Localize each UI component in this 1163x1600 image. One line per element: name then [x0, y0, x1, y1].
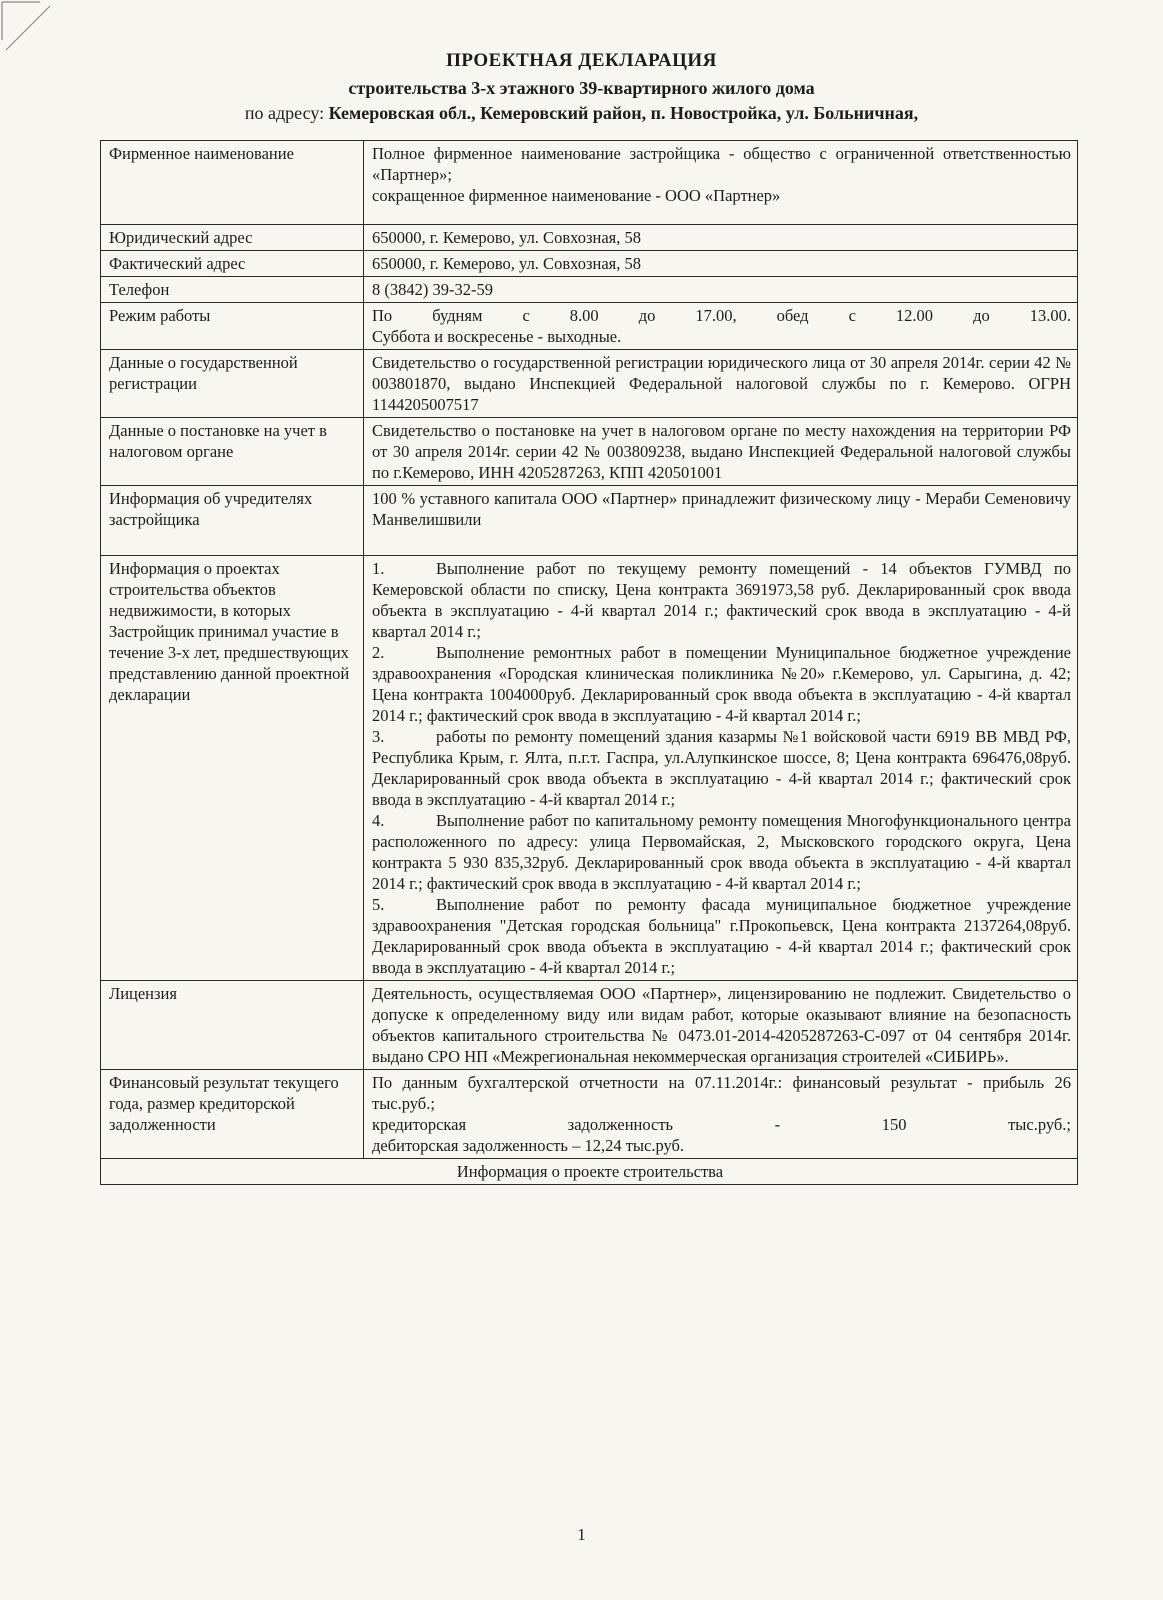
project-item-text: Выполнение ремонтных работ в помещении Муниципальное бюджетное учреждение здравоохранения «Городская клиническая поликлиника №20» г.Кемерово, ул. Сарыгина, д. 42; Цена контракта 1004000руб. Декларированный срок ввода объекта в эксплуатацию - 4-й квартал 2014 г.; фактический срок ввода в эксплуатацию - 4-й квартал 2014 г.; [372, 643, 1071, 725]
row-label: Юридический адрес [101, 225, 364, 251]
section-heading: Информация о проекте строительства [101, 1159, 1078, 1185]
row-value [364, 556, 1078, 981]
row-label: Лицензия [101, 981, 364, 1070]
financial-result: По данным бухгалтерской отчетности на 07.11.2014г.: финансовый результат - прибыль 26 тыс.руб.; [372, 1073, 1071, 1113]
table-row-projects [101, 556, 1078, 981]
table-row-founders [101, 486, 1078, 556]
row-value: Свидетельство о государственной регистрации юридического лица от 30 апреля 2014г. серии 42 № 003801870, выдано Инспекцией Федеральной налоговой службы по г. Кемерово. ОГРН 1144205007517 [364, 350, 1078, 418]
project-item-number: 3. [372, 727, 385, 746]
document-title: ПРОЕКТНАЯ ДЕКЛАРАЦИЯ [446, 50, 717, 71]
project-item-number: 2. [372, 643, 385, 662]
project-item [372, 810, 1071, 894]
table-row-work-hours [101, 303, 1078, 350]
row-label: Телефон [101, 277, 364, 303]
row-value [364, 1070, 1078, 1159]
row-value: 100 % уставного капитала ООО «Партнер» принадлежит физическому лицу - Мераби Семеновичу Манвелишвили [364, 486, 1078, 556]
table-row-financial [101, 1070, 1078, 1159]
document-subtitle: строительства 3-х этажного 39-квартирного жилого дома [348, 78, 815, 98]
page-number: 1 [577, 1525, 586, 1544]
firm-full-name: Полное фирменное наименование застройщика - общество с ограниченной ответственностью «Партнер»; [372, 144, 1071, 184]
project-item [372, 894, 1071, 978]
row-label: Финансовый результат текущего года, размер кредиторской задолженности [101, 1070, 364, 1159]
firm-short-name: сокращенное фирменное наименование - ООО «Партнер» [372, 186, 781, 205]
row-label: Фактический адрес [101, 251, 364, 277]
row-value: 650000, г. Кемерово, ул. Совхозная, 58 [364, 225, 1078, 251]
project-item-text: Выполнение работ по капитальному ремонту помещения Многофункционального центра расположенного по адресу: улица Первомайская, 2, Мысковского городского округа, Цена контракта 5 930 835,32руб. Декларированный срок ввода объекта в эксплуатацию - 4-й квартал 2014 г.; фактический срок ввода в эксплуатацию - 4-й квартал 2014 г.; [372, 811, 1071, 893]
table-row-legal-address [101, 225, 1078, 251]
row-label: Данные о постановке на учет в налоговом органе [101, 418, 364, 486]
row-value [364, 303, 1078, 350]
work-hours-weekdays: По будням с 8.00 до 17.00, обед с 12.00 до 13.00. [372, 306, 1071, 325]
document-header [0, 50, 1163, 124]
declaration-table [100, 140, 1078, 1185]
address-prefix: по адресу: [244, 103, 329, 123]
table-row-actual-address [101, 251, 1078, 277]
project-item [372, 642, 1071, 726]
work-hours-weekend: Суббота и воскресенье - выходные. [372, 327, 622, 346]
row-label: Режим работы [101, 303, 364, 350]
row-label: Данные о государственной регистрации [101, 350, 364, 418]
project-item-text: Выполнение работ по ремонту фасада муниципальное бюджетное учреждение здравоохранения "Детская городская больница" г.Прокопьевск, Цена контракта 2137264,08руб. Декларированный срок ввода объекта в эксплуатацию - 4-й квартал 2014 г.; фактический срок ввода в эксплуатацию - 4-й квартал 2014 г.; [372, 895, 1071, 977]
row-value: 8 (3842) 39-32-59 [364, 277, 1078, 303]
object-address [0, 103, 1163, 124]
row-value: Деятельность, осуществляемая ООО «Партнер», лицензированию не подлежит. Свидетельство о допуске к определенному виду или видам работ, которые оказывают влияние на безопасность объектов капитального строительства № 0473.01-2014-4205287263-С-097 от 04 сентября 2014г. выдано СРО НП «Межрегиональная некоммерческая организация строителей «СИБИРЬ». [364, 981, 1078, 1070]
table-row-phone [101, 277, 1078, 303]
project-item-text: работы по ремонту помещений здания казармы №1 войсковой части 6919 ВВ МВД РФ, Республика Крым, г. Ялта, п.г.т. Гаспра, ул.Алупкинское шоссе, 8; Цена контракта 696476,08руб. Декларированный срок ввода объекта в эксплуатацию - 4-й квартал 2014 г.; фактический срок ввода в эксплуатацию - 4-й квартал 2014 г.; [372, 727, 1071, 809]
row-label: Фирменное наименование [101, 141, 364, 225]
debtor-debt: дебиторская задолженность – 12,24 тыс.руб. [372, 1136, 685, 1155]
creditor-debt: кредиторская задолженность - 150 тыс.руб.; [372, 1115, 1071, 1134]
row-value: 650000, г. Кемерово, ул. Совхозная, 58 [364, 251, 1078, 277]
table-row-state-registration [101, 350, 1078, 418]
table-row-license [101, 981, 1078, 1070]
project-item-number: 4. [372, 811, 385, 830]
project-item-number: 1. [372, 559, 385, 578]
project-item [372, 726, 1071, 810]
row-label: Информация об учредителях застройщика [101, 486, 364, 556]
table-row-project-info-heading [101, 1159, 1078, 1185]
table-row-firm-name [101, 141, 1078, 225]
row-value [364, 141, 1078, 225]
address-value: Кемеровская обл., Кемеровский район, п. Новостройка, ул. Больничная, [328, 103, 919, 123]
project-item [372, 558, 1071, 642]
table-row-tax-registration [101, 418, 1078, 486]
project-item-number: 5. [372, 895, 385, 914]
row-value: Свидетельство о постановке на учет в налоговом органе по месту нахождения на территории РФ от 30 апреля 2014г. серии 42 № 003809238, выдано Инспекцией Федеральной налоговой службы по г.Кемерово, ИНН 4205287263, КПП 420501001 [364, 418, 1078, 486]
row-label: Информация о проектах строительства объектов недвижимости, в которых Застройщик принимал участие в течение 3-х лет, предшествующих представлению данной проектной декларации [101, 556, 364, 981]
project-item-text: Выполнение работ по текущему ремонту помещений - 14 объектов ГУМВД по Кемеровской области по списку, Цена контракта 3691973,58 руб. Декларированный срок ввода объекта в эксплуатацию - 4-й квартал 2014 г.; фактический срок ввода в эксплуатацию - 4-й квартал 2014 г.; [372, 559, 1071, 641]
